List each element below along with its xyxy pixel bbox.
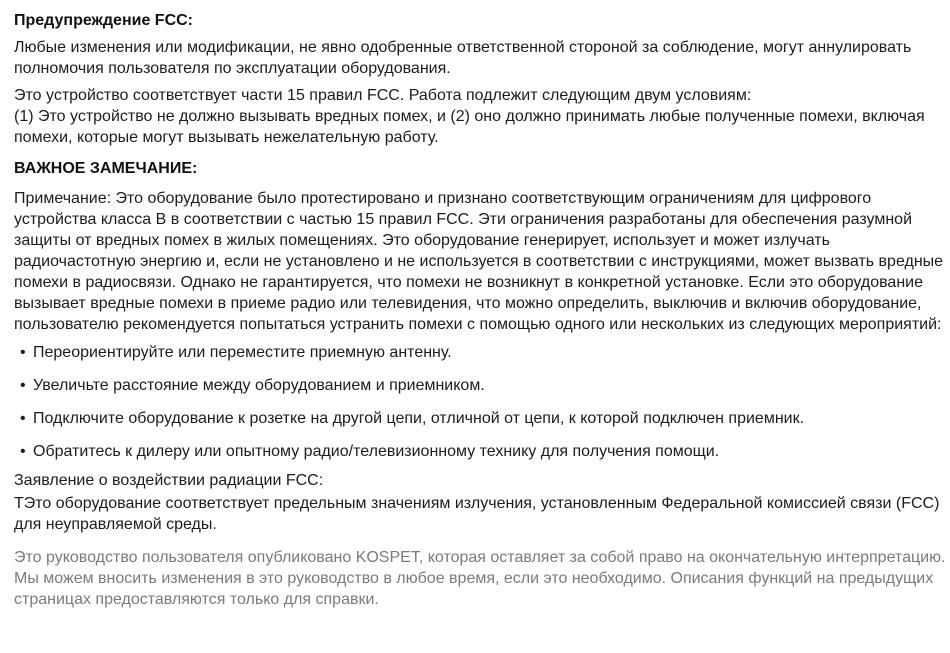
interference-measures-list bbox=[14, 342, 946, 462]
list-item bbox=[14, 441, 946, 462]
list-item-text: Подключите оборудование к розетке на другой цепи, отличной от цепи, к которой подключен приемник. bbox=[33, 410, 805, 427]
important-notice-heading: ВАЖНОЕ ЗАМЕЧАНИЕ: bbox=[14, 160, 198, 177]
fcc-warning-heading: Предупреждение FCC: bbox=[14, 12, 193, 29]
list-item bbox=[14, 342, 946, 363]
part15-compliance-paragraph: Это устройство соответствует части 15 правил FCC. Работа подлежит следующим двум условиям: bbox=[14, 87, 752, 104]
fcc-warning-section bbox=[14, 10, 946, 148]
radiation-exposure-paragraph: ТЭто оборудование соответствует предельным значениям излучения, установленным Федеральной комиссией связи (FCC) для неуправляемой среды. bbox=[14, 495, 940, 533]
list-item bbox=[14, 408, 946, 429]
bullet-icon: • bbox=[20, 443, 26, 460]
conditions-paragraph: (1) Это устройство не должно вызывать вредных помех, и (2) оно должно принимать любые полученные помехи, включая помехи, которые могут вызывать нежелательную работу. bbox=[14, 108, 925, 146]
list-item-text: Переориентируйте или переместите приемную антенну. bbox=[33, 344, 452, 361]
radiation-exposure-heading: Заявление о воздействии радиации FCC: bbox=[14, 472, 324, 489]
modification-warning-paragraph: Любые изменения или модификации, не явно одобренные ответственной стороной за соблюдение, могут аннулировать полномочия пользователя по эксплуатации оборудования. bbox=[14, 39, 912, 77]
list-item-text: Обратитесь к дилеру или опытному радио/телевизионному технику для получения помощи. bbox=[33, 443, 720, 460]
bullet-icon: • bbox=[20, 377, 26, 394]
class-b-note-paragraph: Примечание: Это оборудование было протестировано и признано соответствующим ограничениям для цифрового устройства класса B в соответствии с частью 15 правил FCC. Эти ограничения разработаны для обеспечения разумной защиты от вредных помех в жилых помещениях. Это оборудование генерирует, использует и может излучать радиочастотную энергию и, если не установлено и не используется в соответствии с инструкциями, может вызвать вредные помехи в радиосвязи. Однако не гарантируется, что помехи не возникнут в конкретной установке. Если это оборудование вызывает вредные помехи в приеме радио или телевидения, что можно определить, выключив и включив оборудование, пользователю рекомендуется попытаться устранить помехи с помощью одного или нескольких из следующих мероприятий: bbox=[14, 190, 944, 333]
important-notice-section bbox=[14, 158, 946, 462]
bullet-icon: • bbox=[20, 410, 26, 427]
radiation-exposure-section bbox=[14, 470, 946, 535]
list-item bbox=[14, 375, 946, 396]
bullet-icon: • bbox=[20, 344, 26, 361]
list-item-text: Увеличьте расстояние между оборудованием и приемником. bbox=[33, 377, 485, 394]
publisher-disclaimer-paragraph: Это руководство пользователя опубликовано KOSPET, которая оставляет за собой право на окончательную интерпретацию. Мы можем вносить изменения в это руководство в любое время, если это необходимо. Описания функций на предыдущих страницах предоставляются только для справки. bbox=[14, 549, 946, 608]
